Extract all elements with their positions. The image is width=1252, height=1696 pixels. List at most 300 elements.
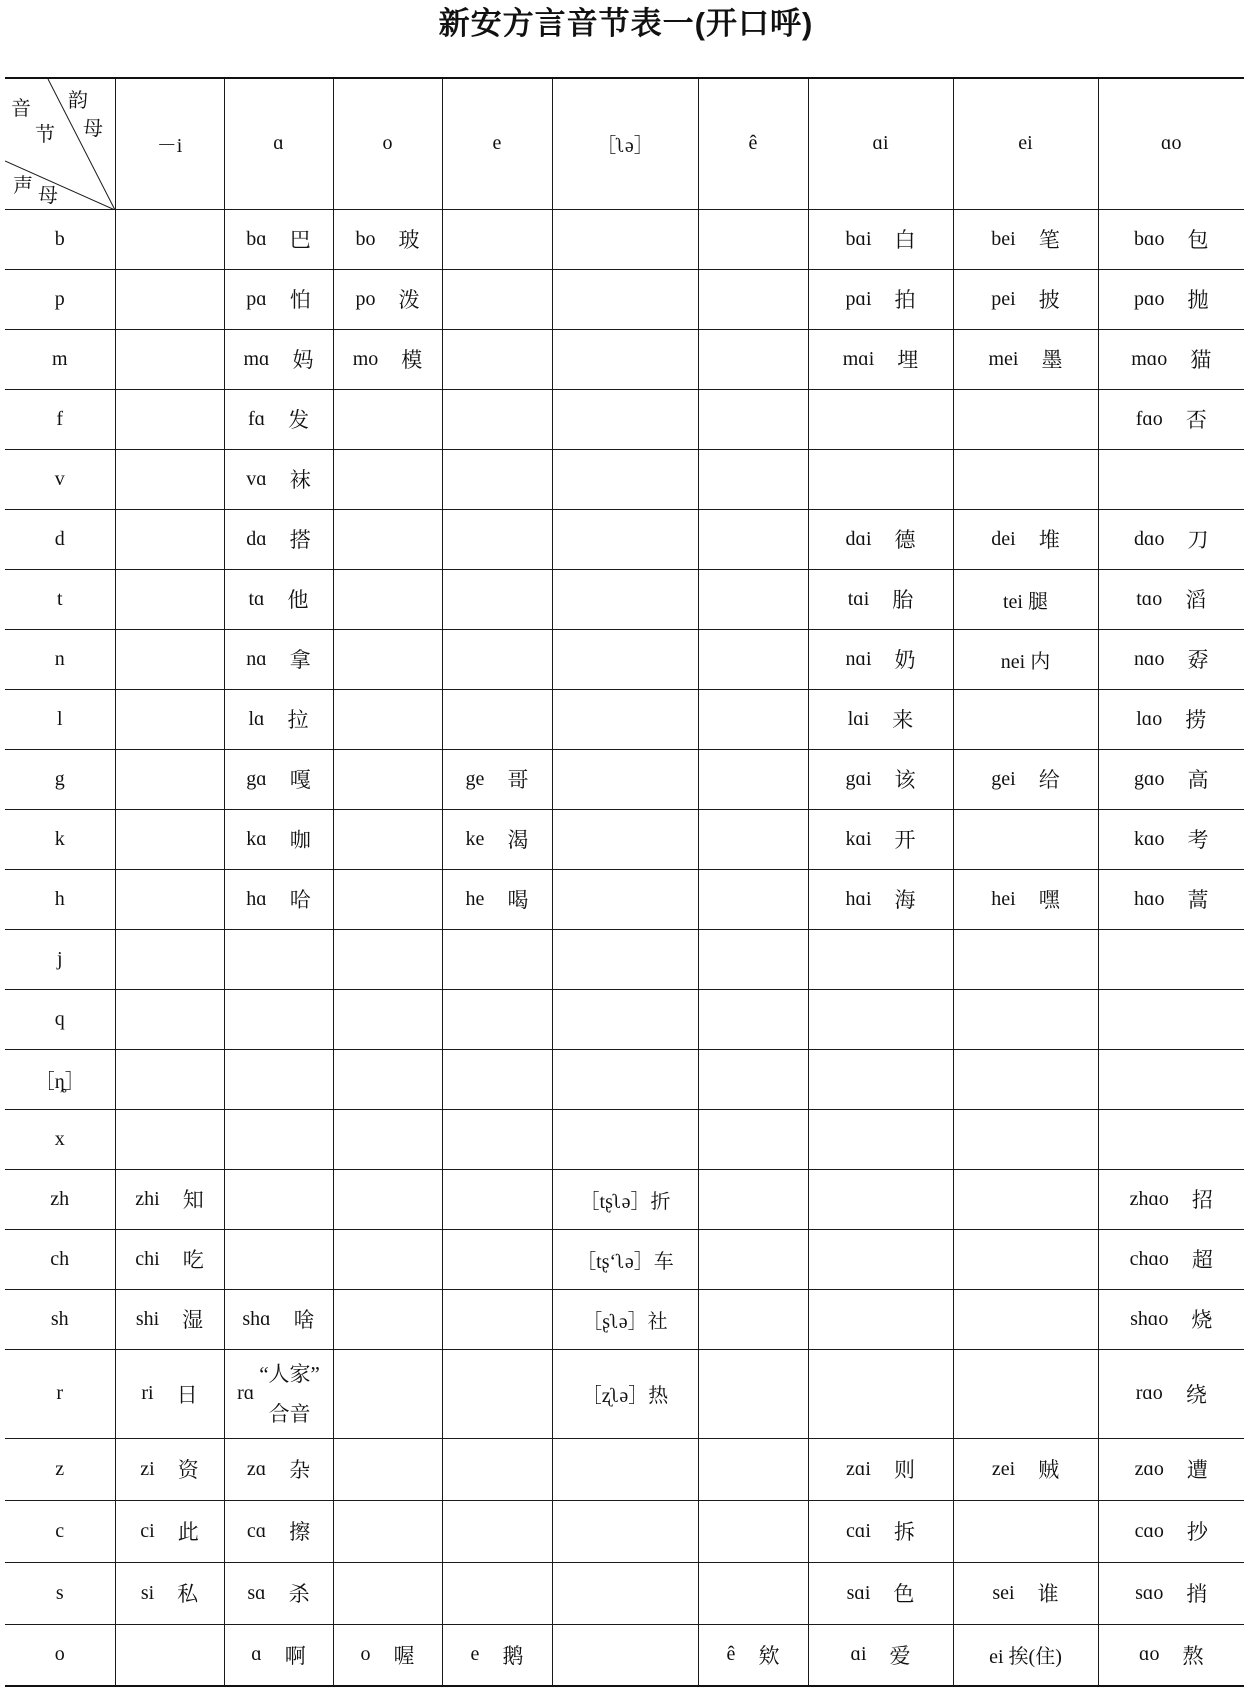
- pinyin-text: pɑo: [1134, 287, 1165, 310]
- syllable-pair: [845, 884, 915, 914]
- pinyin-text: nɑ: [246, 647, 267, 670]
- initial-label: m: [5, 329, 115, 389]
- hanzi-text: 超: [1191, 1248, 1213, 1272]
- pinyin-text: gei: [991, 767, 1016, 790]
- hanzi-text: 拿: [289, 648, 311, 672]
- pinyin-text: cɑo: [1134, 1519, 1164, 1542]
- syllable-pair: [251, 1640, 305, 1670]
- syllable-pair: [135, 1244, 203, 1274]
- syllable-text: ［ʐʅə］热: [581, 1385, 669, 1407]
- syllable-pair: [135, 1184, 203, 1214]
- column-header: ê: [698, 78, 808, 209]
- initial-label: r: [5, 1349, 115, 1438]
- hanzi-text: 则: [893, 1458, 915, 1482]
- syllable-cell-empty: [552, 929, 698, 989]
- syllable-cell-empty: [698, 749, 808, 809]
- syllable-cell: [224, 1289, 333, 1349]
- hanzi-text: 捞: [1185, 708, 1207, 732]
- syllable-cell-empty: [698, 389, 808, 449]
- pinyin-text: dɑo: [1134, 527, 1165, 550]
- hanzi-text: 胎: [892, 588, 914, 612]
- syllable-cell: [1098, 1289, 1244, 1349]
- syllable-cell: [808, 869, 953, 929]
- syllable-pair: [1136, 584, 1206, 614]
- syllable-cell: [1098, 1169, 1244, 1229]
- syllable-cell: [1098, 869, 1244, 929]
- syllable-pair: [1131, 344, 1211, 374]
- syllable-pair: [246, 884, 310, 914]
- syllable-pair: [991, 284, 1059, 314]
- syllable-cell: [224, 329, 333, 389]
- syllable-pair: [1139, 1640, 1203, 1670]
- syllable-pair: [466, 824, 529, 854]
- hanzi-text: 蒿: [1187, 888, 1209, 912]
- syllable-cell: [808, 629, 953, 689]
- syllable-cell-empty: [1098, 1049, 1244, 1109]
- pinyin-text: shɑo: [1130, 1307, 1169, 1330]
- syllable-cell-empty: [698, 629, 808, 689]
- syllable-cell-empty: [552, 389, 698, 449]
- syllable-pair: [846, 1454, 915, 1484]
- hanzi-text: 墨: [1041, 348, 1063, 372]
- syllable-cell: [953, 569, 1098, 629]
- table-row: [5, 1289, 1244, 1349]
- hanzi-text: 喔: [393, 1643, 415, 1668]
- pinyin-text: kɑi: [845, 827, 872, 850]
- table-row: [5, 1349, 1244, 1438]
- syllable-cell: [552, 1349, 698, 1438]
- syllable-cell: [115, 1289, 224, 1349]
- column-header: ɑi: [808, 78, 953, 209]
- syllable-cell-empty: [333, 389, 442, 449]
- pinyin-text: zɑ: [246, 1457, 267, 1480]
- syllable-pair: [845, 224, 915, 254]
- pinyin-text: sɑo: [1135, 1581, 1164, 1604]
- initial-label: s: [5, 1562, 115, 1624]
- syllable-cell-empty: [442, 569, 552, 629]
- pinyin-text: ɑ: [251, 1643, 262, 1666]
- pinyin-text: lɑo: [1136, 707, 1163, 730]
- hanzi-line: “人家”: [259, 1361, 320, 1386]
- hanzi-text: 哥: [507, 768, 529, 792]
- syllable-cell-empty: [953, 689, 1098, 749]
- syllable-pair: [471, 1640, 524, 1670]
- hanzi-text: 孬: [1187, 648, 1209, 672]
- syllable-pair: [1134, 824, 1208, 854]
- syllable-cell: [224, 809, 333, 869]
- syllable-pair: [847, 1578, 915, 1608]
- syllable-cell-empty: [552, 569, 698, 629]
- pinyin-text: fɑo: [1135, 407, 1163, 430]
- hanzi-text: 包: [1187, 228, 1209, 252]
- pinyin-text: e: [470, 1643, 480, 1666]
- syllable-pair: [246, 824, 310, 854]
- syllable-cell: [224, 509, 333, 569]
- syllable-cell: [808, 329, 953, 389]
- pinyin-text: po: [355, 287, 376, 310]
- syllable-cell-empty: [333, 569, 442, 629]
- syllable-cell-empty: [808, 1109, 953, 1169]
- hanzi-text: 遭: [1186, 1458, 1208, 1482]
- table-row: [5, 629, 1244, 689]
- syllable-cell-empty: [698, 449, 808, 509]
- syllable-cell: [1098, 1500, 1244, 1562]
- syllable-cell: [1098, 389, 1244, 449]
- pinyin-text: dɑi: [845, 527, 872, 550]
- syllable-cell: [1098, 809, 1244, 869]
- syllable-cell: [333, 1624, 442, 1686]
- syllable-table: [5, 77, 1244, 1687]
- syllable-cell: [1098, 569, 1244, 629]
- pinyin-text: dei: [991, 527, 1016, 550]
- syllable-pair: [248, 584, 308, 614]
- syllable-cell-empty: [698, 1562, 808, 1624]
- syllable-cell-empty: [808, 1289, 953, 1349]
- syllable-pair: [246, 224, 310, 254]
- syllable-cell-empty: [552, 449, 698, 509]
- syllable-cell-empty: [1098, 929, 1244, 989]
- syllable-cell-empty: [953, 1349, 1098, 1438]
- initial-label: z: [5, 1438, 115, 1500]
- syllable-pair: [353, 344, 423, 374]
- syllable-cell-empty: [442, 209, 552, 269]
- pinyin-text: bo: [355, 227, 376, 250]
- hanzi-text: 嘿: [1038, 888, 1060, 912]
- syllable-cell-empty: [953, 1229, 1098, 1289]
- initial-label: ［ȵ］: [5, 1049, 115, 1109]
- table-row: [5, 449, 1244, 509]
- syllable-cell: [1098, 689, 1244, 749]
- syllable-cell-empty: [552, 209, 698, 269]
- syllable-cell-empty: [115, 1109, 224, 1169]
- hanzi-text: 猫: [1190, 348, 1212, 372]
- syllable-cell-empty: [115, 989, 224, 1049]
- column-header: ɑ: [224, 78, 333, 209]
- initial-label: b: [5, 209, 115, 269]
- syllable-pair: [991, 524, 1059, 554]
- syllable-cell-empty: [442, 689, 552, 749]
- hanzi-text: 怕: [289, 288, 311, 312]
- pinyin-text: hɑo: [1134, 887, 1165, 910]
- syllable-cell: [224, 1624, 333, 1686]
- syllable-cell-empty: [953, 1109, 1098, 1169]
- hanzi-text: 抛: [1187, 288, 1209, 312]
- table-row: [5, 1562, 1244, 1624]
- syllable-cell-empty: [808, 1349, 953, 1438]
- syllable-pair: [846, 1516, 915, 1546]
- syllable-cell-empty: [552, 749, 698, 809]
- syllable-cell-empty: [442, 1438, 552, 1500]
- syllable-pair: [1135, 1454, 1208, 1484]
- pinyin-text: chi: [135, 1247, 160, 1270]
- syllable-cell-empty: [442, 1049, 552, 1109]
- hanzi-text: 刀: [1187, 528, 1209, 552]
- syllable-cell: [115, 1169, 224, 1229]
- pinyin-text: rɑ: [237, 1382, 255, 1404]
- pinyin-text: zhi: [135, 1187, 160, 1210]
- syllable-cell: [1098, 1562, 1244, 1624]
- syllable-cell-empty: [953, 389, 1098, 449]
- syllable-cell-empty: [552, 329, 698, 389]
- syllable-pair: [991, 884, 1059, 914]
- syllable-cell: [1098, 629, 1244, 689]
- hanzi-text: 杀: [288, 1582, 310, 1606]
- syllable-cell-empty: [552, 989, 698, 1049]
- syllable-cell: [224, 209, 333, 269]
- syllable-pair: [992, 1454, 1059, 1484]
- corner-final-char: 母: [83, 118, 103, 140]
- syllable-cell-empty: [442, 509, 552, 569]
- syllable-cell: [808, 569, 953, 629]
- hanzi-text: 模: [401, 348, 423, 372]
- syllable-cell-empty: [698, 1349, 808, 1438]
- syllable-cell-empty: [698, 1169, 808, 1229]
- syllable-cell-empty: [333, 869, 442, 929]
- syllable-text: tei 腿: [1003, 590, 1048, 613]
- pinyin-text: gɑ: [246, 767, 267, 790]
- syllable-cell-empty: [698, 809, 808, 869]
- pinyin-text: pɑ: [246, 287, 267, 310]
- syllable-cell: [808, 1624, 953, 1686]
- pinyin-text: tɑo: [1136, 587, 1163, 610]
- syllable-cell-empty: [333, 1289, 442, 1349]
- syllable-cell: [224, 1349, 333, 1438]
- syllable-pair: [248, 404, 309, 434]
- syllable-cell: [224, 449, 333, 509]
- syllable-pair: [466, 764, 529, 794]
- pinyin-text: fɑ: [247, 407, 266, 430]
- hanzi-text: 他: [287, 588, 309, 612]
- syllable-pair: [237, 1354, 320, 1434]
- hanzi-text: 捎: [1186, 1582, 1208, 1606]
- hanzi-text: 开: [894, 828, 916, 852]
- table-row: [5, 809, 1244, 869]
- pinyin-text: pɑi: [845, 287, 872, 310]
- syllable-cell: [442, 869, 552, 929]
- syllable-cell: [224, 1562, 333, 1624]
- pinyin-text: bei: [991, 227, 1016, 250]
- syllable-pair: [1134, 764, 1208, 794]
- syllable-cell-empty: [698, 1289, 808, 1349]
- syllable-cell: [115, 1438, 224, 1500]
- pinyin-text: cɑ: [246, 1519, 267, 1542]
- hanzi-text: 爱: [889, 1643, 911, 1668]
- corner-initial-char: 声: [13, 175, 33, 197]
- syllable-cell: [953, 749, 1098, 809]
- syllable-pair: [246, 464, 310, 494]
- table-row: [5, 1109, 1244, 1169]
- syllable-cell: [1098, 329, 1244, 389]
- hanzi-text: 笔: [1038, 228, 1060, 252]
- initial-label: zh: [5, 1169, 115, 1229]
- pinyin-text: ci: [140, 1519, 155, 1542]
- pinyin-text: dɑ: [246, 527, 267, 550]
- hanzi-text: 日: [176, 1382, 198, 1407]
- syllable-text: ［ʂʅə］社: [582, 1310, 668, 1333]
- hanzi-text: 拆: [893, 1520, 915, 1544]
- hanzi-text: 否: [1185, 408, 1207, 432]
- syllable-cell-empty: [333, 929, 442, 989]
- pinyin-text: zi: [140, 1457, 155, 1480]
- hanzi-text: 泼: [398, 288, 420, 312]
- hanzi-text: 杂: [289, 1458, 311, 1482]
- syllable-pair: [243, 344, 313, 374]
- syllable-pair: [727, 1640, 780, 1670]
- hanzi-text: 拉: [287, 708, 309, 732]
- syllable-cell-empty: [333, 989, 442, 1049]
- pinyin-text: bɑo: [1134, 227, 1165, 250]
- column-header: ɑo: [1098, 78, 1244, 209]
- syllable-pair: [991, 764, 1059, 794]
- syllable-pair: [141, 1578, 198, 1608]
- corner-initial-char: 母: [38, 185, 58, 207]
- syllable-cell-empty: [698, 329, 808, 389]
- pinyin-text: sei: [992, 1581, 1015, 1604]
- syllable-pair: [136, 1304, 203, 1334]
- pinyin-text: o: [360, 1643, 371, 1666]
- syllable-cell-empty: [808, 1229, 953, 1289]
- pinyin-text: zɑo: [1134, 1457, 1164, 1480]
- syllable-cell: [224, 629, 333, 689]
- syllable-cell-empty: [698, 1500, 808, 1562]
- initial-label: l: [5, 689, 115, 749]
- syllable-cell: [698, 1624, 808, 1686]
- hanzi-text: 发: [288, 408, 310, 432]
- syllable-cell: [115, 1349, 224, 1438]
- syllable-cell: [1098, 209, 1244, 269]
- initial-label: h: [5, 869, 115, 929]
- syllable-cell-empty: [224, 929, 333, 989]
- syllable-cell-empty: [333, 449, 442, 509]
- syllable-cell: [953, 209, 1098, 269]
- syllable-cell: [953, 869, 1098, 929]
- hanzi-text: 白: [894, 228, 916, 252]
- column-header: －i: [115, 78, 224, 209]
- syllable-cell: [1098, 1349, 1244, 1438]
- hanzi-text: 嘎: [289, 768, 311, 792]
- pinyin-text: mo: [352, 347, 379, 370]
- syllable-pair: [845, 824, 915, 854]
- syllable-cell: [552, 1289, 698, 1349]
- syllable-text: nei 内: [1000, 650, 1051, 673]
- syllable-cell-empty: [442, 329, 552, 389]
- syllable-cell-empty: [333, 629, 442, 689]
- pinyin-text: vɑ: [246, 467, 267, 490]
- table-body: [5, 209, 1244, 1686]
- syllable-cell-empty: [698, 209, 808, 269]
- syllable-cell-empty: [333, 1500, 442, 1562]
- syllable-pair: [845, 764, 915, 794]
- pinyin-text: ê: [726, 1643, 736, 1666]
- pinyin-text: ge: [465, 767, 485, 790]
- syllable-cell-empty: [442, 629, 552, 689]
- syllable-cell: [1098, 509, 1244, 569]
- syllable-cell: [224, 689, 333, 749]
- syllable-cell-empty: [442, 449, 552, 509]
- hanzi-text: 来: [892, 708, 914, 732]
- pinyin-text: zhɑo: [1129, 1187, 1169, 1210]
- syllable-cell: [1098, 1229, 1244, 1289]
- syllable-cell: [115, 1229, 224, 1289]
- syllable-pair: [845, 284, 915, 314]
- syllable-cell: [224, 869, 333, 929]
- syllable-cell-empty: [552, 629, 698, 689]
- syllable-cell-empty: [224, 989, 333, 1049]
- initial-label: p: [5, 269, 115, 329]
- syllable-pair: [850, 1640, 910, 1670]
- syllable-cell-empty: [953, 1049, 1098, 1109]
- table-row: [5, 689, 1244, 749]
- syllable-cell-empty: [698, 869, 808, 929]
- syllable-cell-empty: [115, 389, 224, 449]
- pinyin-text: shi: [135, 1307, 160, 1330]
- syllable-cell-empty: [333, 1229, 442, 1289]
- syllable-cell-empty: [442, 389, 552, 449]
- pinyin-text: bɑi: [845, 227, 872, 250]
- header-row: [5, 78, 1244, 209]
- pinyin-text: nɑi: [845, 647, 872, 670]
- syllable-pair: [466, 884, 529, 914]
- syllable-cell-empty: [698, 929, 808, 989]
- syllable-cell-empty: [442, 1349, 552, 1438]
- syllable-cell: [333, 269, 442, 329]
- syllable-cell-empty: [115, 269, 224, 329]
- syllable-pair: [1134, 284, 1208, 314]
- pinyin-text: hɑ: [246, 887, 267, 910]
- pinyin-text: chɑo: [1129, 1247, 1169, 1270]
- pinyin-text: shɑ: [242, 1307, 271, 1330]
- pinyin-text: ke: [465, 827, 485, 850]
- syllable-cell-empty: [808, 929, 953, 989]
- syllable-cell-empty: [333, 1109, 442, 1169]
- syllable-cell-empty: [333, 689, 442, 749]
- initial-label: k: [5, 809, 115, 869]
- syllable-cell-empty: [698, 509, 808, 569]
- syllable-cell-empty: [115, 689, 224, 749]
- syllable-cell-empty: [698, 689, 808, 749]
- pinyin-text: sɑi: [846, 1581, 871, 1604]
- syllable-cell-empty: [333, 1049, 442, 1109]
- syllable-pair: [242, 1304, 314, 1334]
- initial-label: ch: [5, 1229, 115, 1289]
- syllable-cell-empty: [808, 449, 953, 509]
- hanzi-text: 巴: [289, 228, 311, 252]
- syllable-cell-empty: [808, 989, 953, 1049]
- corner-syllable-char: 节: [35, 124, 55, 146]
- syllable-pair: [845, 644, 915, 674]
- syllable-cell: [953, 629, 1098, 689]
- syllable-cell-empty: [333, 1438, 442, 1500]
- corner-syllable-char: 音: [11, 98, 31, 120]
- hanzi-text: 烧: [1191, 1308, 1213, 1332]
- syllable-cell: [552, 1169, 698, 1229]
- pinyin-text: hɑi: [845, 887, 872, 910]
- initial-label: n: [5, 629, 115, 689]
- table-row: [5, 269, 1244, 329]
- column-header: e: [442, 78, 552, 209]
- syllable-pair: [246, 764, 310, 794]
- syllable-cell-empty: [552, 1562, 698, 1624]
- syllable-cell-empty: [333, 1562, 442, 1624]
- syllable-cell: [552, 1229, 698, 1289]
- hanzi-text: 咖: [289, 828, 311, 852]
- syllable-cell-empty: [115, 749, 224, 809]
- syllable-cell: [1098, 1438, 1244, 1500]
- initial-label: c: [5, 1500, 115, 1562]
- hanzi-text: 渴: [507, 828, 529, 852]
- pinyin-text: mɑ: [243, 347, 270, 370]
- pinyin-text: tɑi: [847, 587, 870, 610]
